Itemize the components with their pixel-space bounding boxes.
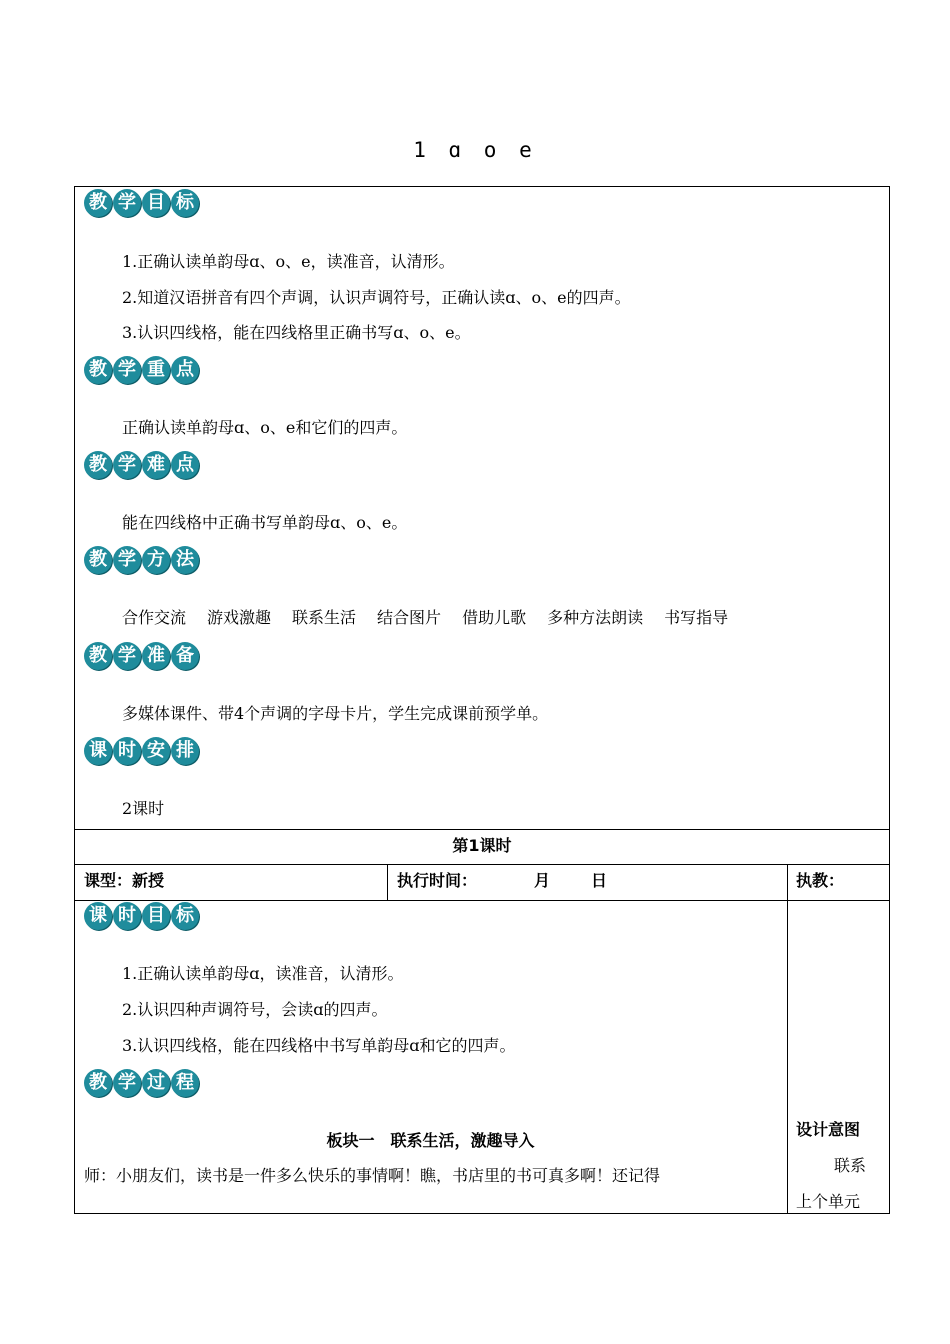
badge-char: 教 bbox=[84, 546, 112, 574]
badge-char: 学 bbox=[113, 189, 141, 217]
badge-char: 安 bbox=[142, 737, 170, 765]
badge-char: 教 bbox=[84, 642, 112, 670]
teacher-label: 执教： bbox=[796, 871, 845, 890]
section-badge-preparation bbox=[84, 642, 199, 670]
badge-char: 时 bbox=[113, 737, 141, 765]
badge-char: 程 bbox=[171, 1069, 199, 1097]
difficulties-text: 能在四线格中正确书写单韵母ɑ、o、e。 bbox=[122, 513, 408, 532]
section-badge-process bbox=[84, 1069, 199, 1097]
method-item: 借助儿歌 bbox=[462, 608, 527, 627]
lesson-objective-item: 3.认识四线格，能在四线格中书写单韵母ɑ和它的四声。 bbox=[122, 1036, 516, 1055]
badge-char: 课 bbox=[84, 737, 112, 765]
section-badge-goals bbox=[84, 189, 199, 217]
badge-char: 标 bbox=[171, 902, 199, 930]
design-intent-line: 联系 bbox=[834, 1156, 867, 1175]
process-teacher-line: 师：小朋友们，读书是一件多么快乐的事情啊！瞧，书店里的书可真多啊！还记得 bbox=[84, 1166, 661, 1185]
design-intent-line: 上个单元 bbox=[796, 1192, 861, 1211]
badge-char: 课 bbox=[84, 902, 112, 930]
lesson-objective-item: 1.正确认读单韵母ɑ，读准音，认清形。 bbox=[122, 964, 404, 983]
design-intent-label: 设计意图 bbox=[796, 1120, 861, 1139]
lesson-type: 课型：新授 bbox=[84, 871, 165, 890]
method-item: 合作交流 bbox=[122, 608, 187, 627]
divider-lesson-heading bbox=[74, 829, 890, 830]
divider-lesson-meta bbox=[74, 864, 890, 865]
goal-item: 2.知道汉语拼音有四个声调，认识声调符号，正确认读ɑ、o、e的四声。 bbox=[122, 288, 631, 307]
process-block-title: 板块一 联系生活，激趣导入 bbox=[326, 1131, 535, 1150]
goal-item: 1.正确认读单韵母ɑ、o、e，读准音，认清形。 bbox=[122, 252, 455, 271]
badge-char: 备 bbox=[171, 642, 199, 670]
schedule-text: 2课时 bbox=[122, 799, 165, 818]
badge-char: 点 bbox=[171, 451, 199, 479]
method-item: 多种方法朗读 bbox=[547, 608, 644, 627]
divider-side-column bbox=[787, 864, 788, 1214]
badge-char: 目 bbox=[142, 189, 170, 217]
badge-char: 学 bbox=[113, 1069, 141, 1097]
exec-month-label: 月 bbox=[534, 871, 551, 890]
badge-char: 标 bbox=[171, 189, 199, 217]
badge-char: 教 bbox=[84, 1069, 112, 1097]
badge-char: 难 bbox=[142, 451, 170, 479]
methods-list bbox=[122, 608, 728, 628]
section-badge-difficulties bbox=[84, 451, 199, 479]
method-item: 结合图片 bbox=[377, 608, 442, 627]
key-points-text: 正确认读单韵母ɑ、o、e和它们的四声。 bbox=[122, 418, 408, 437]
document-title: 1 ɑ o e bbox=[413, 138, 537, 162]
badge-char: 过 bbox=[142, 1069, 170, 1097]
badge-char: 排 bbox=[171, 737, 199, 765]
badge-char: 学 bbox=[113, 546, 141, 574]
badge-char: 重 bbox=[142, 356, 170, 384]
lesson-objective-item: 2.认识四种声调符号，会读ɑ的四声。 bbox=[122, 1000, 388, 1019]
badge-char: 教 bbox=[84, 356, 112, 384]
badge-char: 点 bbox=[171, 356, 199, 384]
badge-char: 目 bbox=[142, 902, 170, 930]
badge-char: 学 bbox=[113, 642, 141, 670]
divider-lesson-body bbox=[74, 900, 890, 901]
method-item: 书写指导 bbox=[664, 608, 729, 627]
badge-char: 教 bbox=[84, 189, 112, 217]
lesson-heading: 第1课时 bbox=[452, 836, 512, 855]
exec-time-label: 执行时间： bbox=[397, 871, 478, 890]
badge-char: 法 bbox=[171, 546, 199, 574]
section-badge-key-points bbox=[84, 356, 199, 384]
badge-char: 方 bbox=[142, 546, 170, 574]
badge-char: 时 bbox=[113, 902, 141, 930]
divider-meta-col1 bbox=[387, 864, 388, 900]
badge-char: 学 bbox=[113, 356, 141, 384]
method-item: 游戏激趣 bbox=[207, 608, 272, 627]
section-badge-schedule bbox=[84, 737, 199, 765]
preparation-text: 多媒体课件、带4个声调的字母卡片，学生完成课前预学单。 bbox=[122, 704, 549, 723]
method-item: 联系生活 bbox=[292, 608, 357, 627]
badge-char: 学 bbox=[113, 451, 141, 479]
section-badge-methods bbox=[84, 546, 199, 574]
exec-day-label: 日 bbox=[591, 871, 608, 890]
badge-char: 准 bbox=[142, 642, 170, 670]
goal-item: 3.认识四线格，能在四线格里正确书写ɑ、o、e。 bbox=[122, 323, 471, 342]
section-badge-lesson-objectives bbox=[84, 902, 199, 930]
badge-char: 教 bbox=[84, 451, 112, 479]
